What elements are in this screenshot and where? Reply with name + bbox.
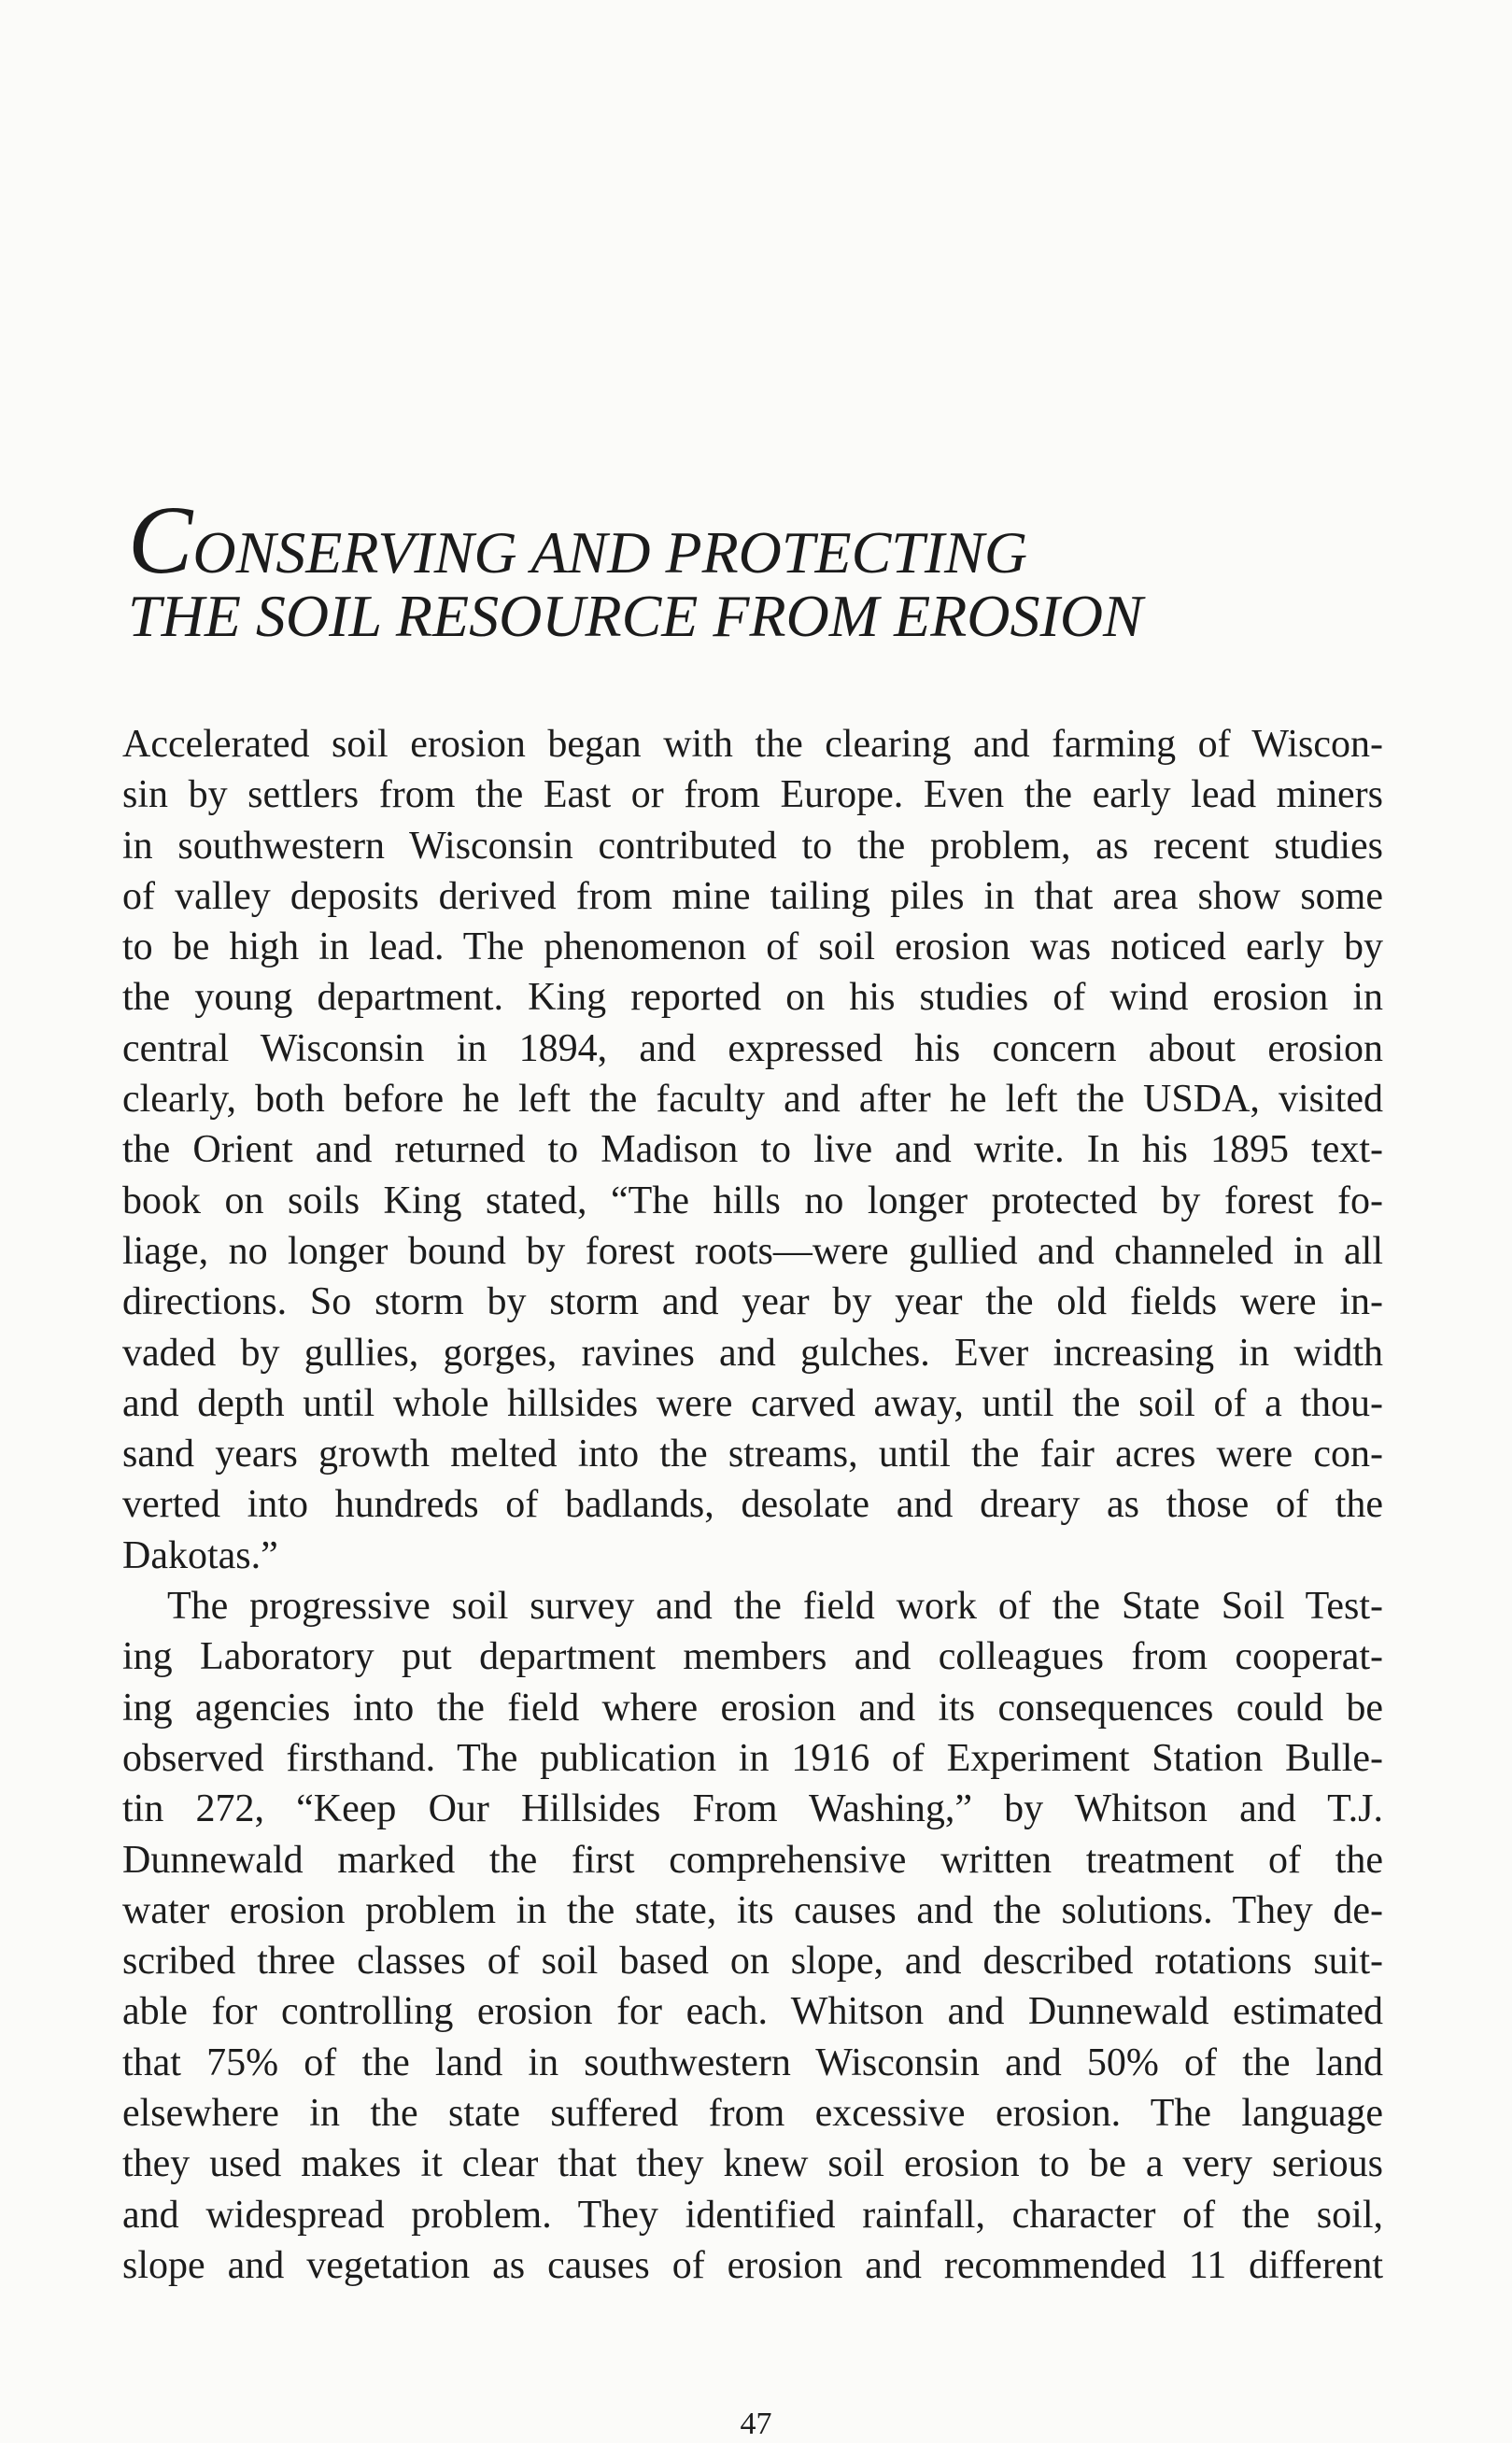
text-line: of valley deposits derived from mine tailing piles in that area show some xyxy=(122,874,1383,918)
body-text xyxy=(122,719,1383,2291)
text-line: they used makes it clear that they knew soil erosion to be a very serious xyxy=(122,2142,1383,2186)
drop-cap: C xyxy=(128,487,193,594)
text-line: vaded by gullies, gorges, ravines and gulches. Ever increasing in width xyxy=(122,1331,1383,1375)
text-line: slope and vegetation as causes of erosion and recommended 11 different xyxy=(122,2243,1383,2287)
text-line: sand years growth melted into the streams, until the fair acres were con- xyxy=(122,1433,1383,1476)
text-line: elsewhere in the state suffered from excessive erosion. The language xyxy=(122,2092,1383,2136)
chapter-heading-line-1 xyxy=(128,487,1398,594)
text-line: Dunnewald marked the first comprehensive written treatment of the xyxy=(122,1838,1383,1882)
text-line: Accelerated soil erosion began with the clearing and farming of Wiscon- xyxy=(122,723,1383,766)
chapter-heading-line-2: THE SOIL RESOURCE FROM EROSION xyxy=(128,583,1143,649)
text-line: in southwestern Wisconsin contributed to the problem, as recent studies xyxy=(122,824,1383,868)
text-line: clearly, both before he left the faculty and after he left the USDA, visited xyxy=(122,1078,1383,1122)
text-line: able for controlling erosion for each. Whitson and Dunnewald estimated xyxy=(122,1990,1383,2034)
text-line: the young department. King reported on his studies of wind erosion in xyxy=(122,976,1383,1020)
text-line: sin by settlers from the East or from Europe. Even the early lead miners xyxy=(122,773,1383,817)
text-line: directions. So storm by storm and year by year the old fields were in- xyxy=(122,1280,1383,1324)
text-line: observed firsthand. The publication in 1916 of Experiment Station Bulle- xyxy=(122,1736,1383,1780)
paragraph-2 xyxy=(122,1581,1383,2291)
paragraph-1 xyxy=(122,719,1383,1581)
text-line: central Wisconsin in 1894, and expressed his concern about erosion xyxy=(122,1026,1383,1070)
text-line: Dakotas.” xyxy=(122,1533,278,1577)
text-line: ing Laboratory put department members and colleagues from cooperat- xyxy=(122,1635,1383,1679)
page-number: 47 xyxy=(740,2407,772,2441)
text-line: verted into hundreds of badlands, desolate and dreary as those of the xyxy=(122,1483,1383,1527)
chapter-heading-line-1-text: ONSERVING AND PROTECTING xyxy=(192,519,1028,586)
text-line: book on soils King stated, “The hills no longer protected by forest fo- xyxy=(122,1179,1383,1222)
text-line: and widespread problem. They identified rainfall, character of the soil, xyxy=(122,2193,1383,2237)
text-line: liage, no longer bound by forest roots—were gullied and channeled in all xyxy=(122,1229,1383,1273)
text-line: ing agencies into the field where erosion and its consequences could be xyxy=(122,1686,1383,1730)
text-line: tin 272, “Keep Our Hillsides From Washing,” by Whitson and T.J. xyxy=(122,1787,1383,1831)
text-line: The progressive soil survey and the field work of the State Soil Test- xyxy=(167,1585,1383,1629)
text-line: that 75% of the land in southwestern Wisconsin and 50% of the land xyxy=(122,2041,1383,2084)
text-line: the Orient and returned to Madison to live and write. In his 1895 text- xyxy=(122,1128,1383,1172)
text-line: scribed three classes of soil based on slope, and described rotations suit- xyxy=(122,1940,1383,1984)
text-line: and depth until whole hillsides were carved away, until the soil of a thou- xyxy=(122,1381,1383,1425)
text-line: to be high in lead. The phenomenon of soil erosion was noticed early by xyxy=(122,925,1383,969)
chapter-heading xyxy=(128,487,1398,649)
text-line: water erosion problem in the state, its causes and the solutions. They de- xyxy=(122,1888,1383,1932)
